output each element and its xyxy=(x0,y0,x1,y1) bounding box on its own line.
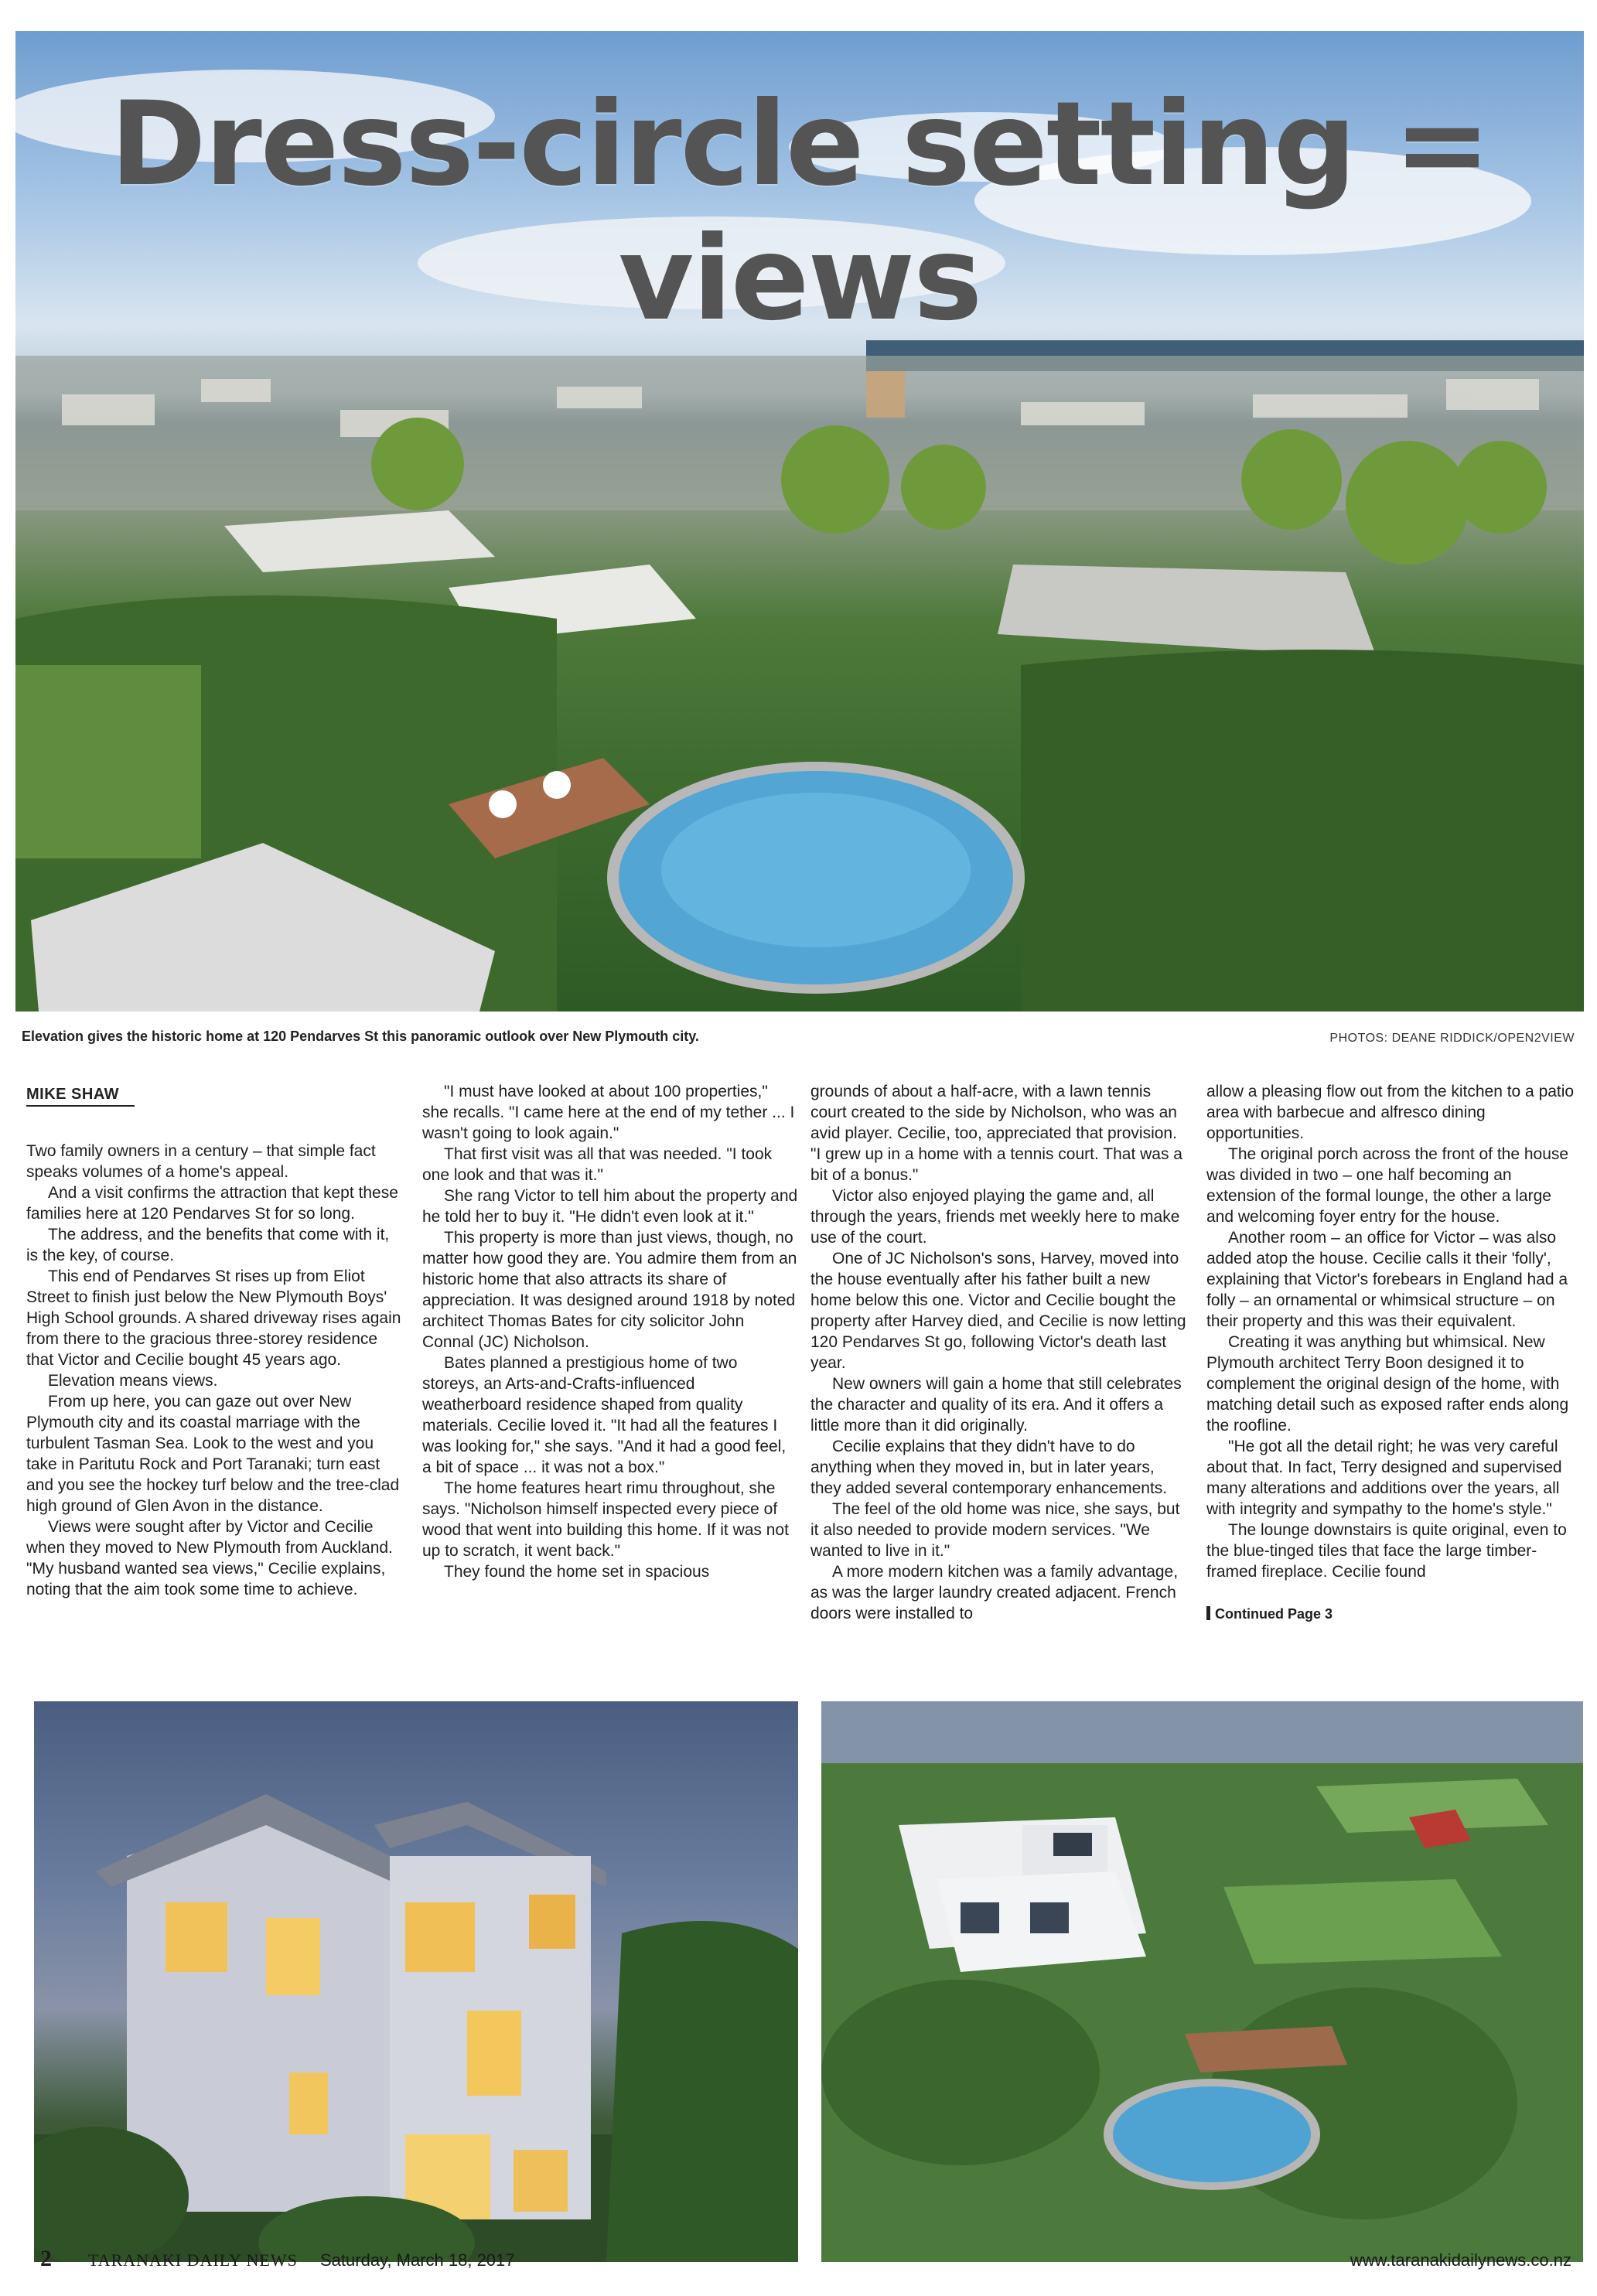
paragraph: "I must have looked at about 100 properties," she recalls. "I came here at the end of my tether ... I wasn't going to look again." xyxy=(422,1083,795,1142)
page-number: 2 xyxy=(40,2246,52,2271)
paragraph: They found the home set in spacious xyxy=(444,1563,710,1581)
article-column-3 xyxy=(810,1081,1186,1624)
aerial-house-photo xyxy=(821,1701,1583,2262)
article-column-1 xyxy=(26,1141,402,1600)
headline: Dress-circle setting = views xyxy=(110,77,1490,346)
paragraph: A more modern kitchen was a family advantage, as was the larger laundry created adjacent. French doors were installed to xyxy=(810,1563,1179,1622)
paragraph: One of JC Nicholson's sons, Harvey, moved into the house eventually after his father built a new home below this one. Victor and Cecilie bought the property after Harvey died, and Cecilie is now letting 120 Pendarves St go, following Victor's death last year. xyxy=(810,1250,1186,1372)
paragraph: Victor also enjoyed playing the game and, all through the years, friends met weekly here to make use of the court. xyxy=(810,1187,1180,1247)
continued-marker-icon xyxy=(1206,1606,1210,1620)
publication-name: TARANAKI DAILY NEWS xyxy=(88,2250,298,2270)
paragraph: The lounge downstairs is quite original, even to the blue-tinged tiles that face the large timber-framed fireplace. Cecilie found xyxy=(1206,1521,1567,1581)
paragraph: allow a pleasing flow out from the kitchen to a patio area with barbecue and alfresco dining opportunities. xyxy=(1206,1083,1575,1142)
website-link[interactable]: www.taranakidailynews.co.nz xyxy=(1350,2250,1571,2270)
hero-caption: Elevation gives the historic home at 120 Pendarves St this panoramic outlook over New Plymouth city. xyxy=(22,1029,699,1044)
paragraph: Creating it was anything but whimsical. New Plymouth architect Terry Boon designed it to complement the original design of the home, with matching detail such as exposed rafter ends along the roofline. xyxy=(1206,1333,1569,1435)
paragraph: From up here, you can gaze out over New Plymouth city and its coastal marriage with the turbulent Tasman Sea. Look to the west and you take in Paritutu Rock and Port Taranaki; turn east and you see the hockey turf below and the tree-clad high ground of Glen Avon in the distance. xyxy=(26,1393,400,1515)
page-footer xyxy=(34,2244,1571,2275)
house-dusk-scene xyxy=(34,1701,798,2262)
photo-credit: PHOTOS: DEANE RIDDICK/OPEN2VIEW xyxy=(1329,1032,1575,1045)
paragraph: Another room – an office for Victor – was also added atop the house. Cecilie calls it their 'folly', explaining that Victor's forebears in England had a folly – an ornamental or whimsical structure – on their property and this was their equivalent. xyxy=(1206,1229,1568,1330)
paragraph: That first visit was all that was needed. "I took one look and that was it." xyxy=(422,1145,773,1184)
hero-photo xyxy=(15,31,1584,1012)
paragraph: And a visit confirms the attraction that kept these families here at 120 Pendarves St for so long. xyxy=(26,1184,398,1223)
paragraph: The original porch across the front of the house was divided in two – one half becoming an extension of the formal lounge, the other a large and welcoming foyer entry for the house. xyxy=(1206,1145,1569,1226)
paragraph: The address, and the benefits that come with it, is the key, of course. xyxy=(26,1226,390,1264)
paragraph: Two family owners in a century – that simple fact speaks volumes of a home's appeal. xyxy=(26,1142,376,1181)
publication-date: Saturday, March 18, 2017 xyxy=(320,2250,515,2270)
paragraph: Bates planned a prestigious home of two storeys, an Arts-and-Crafts-influenced weatherboard residence shaped from quality materials. Cecilie loved it. "It had all the features I was looking for," she says. "And it had a good feel, a bit of space ... it was not a box." xyxy=(422,1354,787,1476)
paragraph: This end of Pendarves St rises up from Eliot Street to finish just below the New Plymouth Boys' High School grounds. A shared driveway rises again from there to the gracious three-storey residence that Victor and Cecilie bought 45 years ago. xyxy=(26,1267,401,1369)
paragraph: This property is more than just views, though, no matter how good they are. You admire them from an historic home that also attracts its share of appreciation. It was designed around 1918 by noted architect Thomas Bates for city solicitor John Connal (JC) Nicholson. xyxy=(422,1229,797,1351)
article-column-4 xyxy=(1206,1081,1582,1625)
continued-link[interactable] xyxy=(1206,1604,1582,1625)
aerial-house-scene xyxy=(821,1701,1583,2262)
paragraph: Views were sought after by Victor and Cecilie when they moved to New Plymouth from Auckland. "My husband wanted sea views," Cecilie explains, noting that the aim took some time to achieve. xyxy=(26,1518,393,1598)
byline: MIKE SHAW xyxy=(26,1086,135,1107)
continued-label: Continued Page 3 xyxy=(1215,1606,1333,1622)
paragraph: Cecilie explains that they didn't have to do anything when they moved in, but in later years, they added several contemporary enhancements. xyxy=(810,1438,1168,1497)
paragraph: Elevation means views. xyxy=(48,1372,218,1390)
paragraph: "He got all the detail right; he was very careful about that. In fact, Terry designed and supervised many alterations and additions over the years, all with integrity and sympathy to the home's style." xyxy=(1206,1438,1562,1518)
paragraph: grounds of about a half-acre, with a lawn tennis court created to the side by Nicholson, who was an avid player. Cecilie, too, appreciated that provision. "I grew up in a home with a tennis court. That was a bit of a bonus." xyxy=(810,1083,1182,1184)
paragraph: She rang Victor to tell him about the property and he told her to buy it. "He didn't even look at it." xyxy=(422,1187,798,1226)
paragraph: The feel of the old home was nice, she says, but it also needed to provide modern services. "We wanted to live in it." xyxy=(810,1500,1180,1560)
paragraph: The home features heart rimu throughout, she says. "Nicholson himself inspected every piece of wood that went into building this home. If it was not up to scratch, it went back." xyxy=(422,1479,789,1560)
house-dusk-photo xyxy=(34,1701,798,2262)
paragraph: New owners will gain a home that still celebrates the character and quality of its era. And it offers a little more than it did originally. xyxy=(810,1375,1182,1435)
article-column-2 xyxy=(422,1081,798,1582)
hero-caption-row xyxy=(22,1029,1575,1052)
